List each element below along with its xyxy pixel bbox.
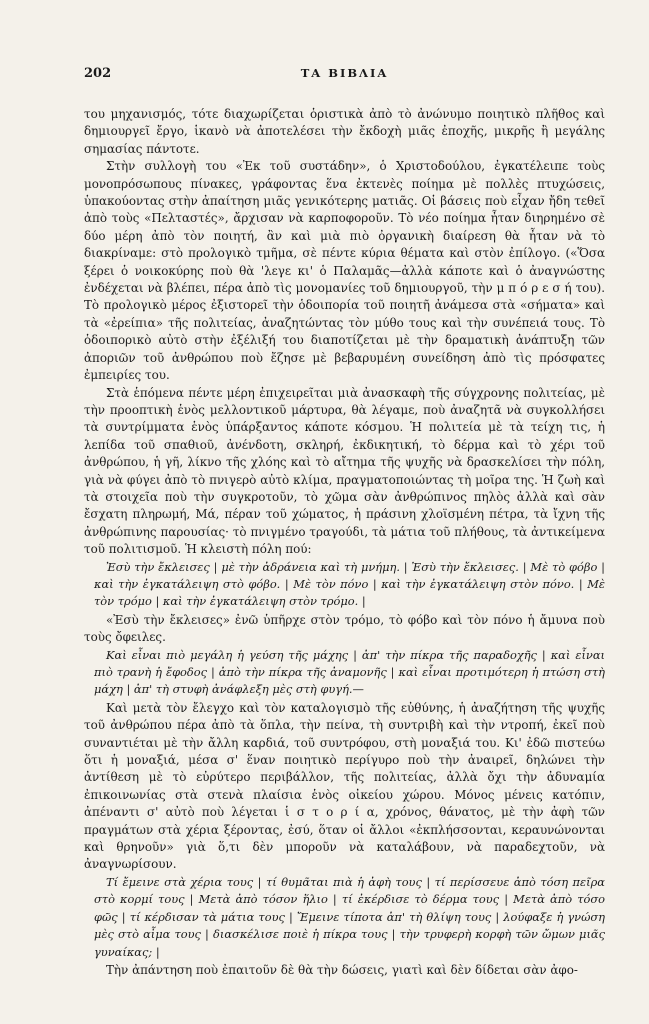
paragraph: Τὴν ἀπάντηση ποὺ ἐπαιτοῦν δὲ θὰ τὴν δώσεις, γιατὶ καὶ δὲν δίδεται σὰν ἀφο-	[106, 962, 578, 977]
paragraph: Στὰ ἑπόμενα πέντε μέρη ἐπιχειρεῖται μιὰ ἀνασκαφὴ τῆς σύγχρονης πολιτείας, μὲ τὴν προοπτικὴ ἑνὸς μελλοντικοῦ μάρτυρα, θὰ λέγαμε, ποὺ ἀναζητᾶ νὰ συγκολλήσει τὰ συντρίμματα ἑνὸς ὑπάρξαντος κάποτε κόσμου. Ἡ πολιτεία μὲ τὰ τείχη τις, ἡ λεπίδα τοῦ σπαθιοῦ, ἀνένδοτη, σκληρή, ἐκδικητική, τὸ δέρμα καὶ τὸ χέρι τοῦ ἀνθρώπου, ἡ γῆ, λίκνο τῆς χλόης καὶ τὸ αἴτημα τῆς ψυχῆς νὰ δρασκελίσει τὴν πόλη, γιὰ νὰ φύγει ἀπὸ τὸ πνιγερὸ αὐτὸ κλίμα, πραγματοποιώντας τὴ μοῖρα της. Ἡ ζωὴ καὶ τὰ στοιχεῖα ποὺ τὴν συγκροτοῦν, τὸ χῶμα σὰν ἀνθρώπινος πηλὸς ἀλλὰ καὶ σὰν ἔσχατη πληρωμή, Μά, πέραν τοῦ χώματος, ἡ πράσινη χλοϊσμένη πέτρα, τὰ ἴχνη τῆς ἀνθρώπινης παρουσίας· τὸ πνιγμένο τραγούδι, τὰ μάτια τοῦ πλήθους, τὰ ἀντικείμενα τοῦ πολιτισμοῦ. Ἡ κλειστὴ πόλη πού:	[84, 385, 605, 557]
page-number: 202	[84, 66, 112, 81]
poem-quote: Ἐσὺ τὴν ἔκλεισες | μὲ τὴν ἀδράνεια καὶ τὴ μνήμη. | Ἐσὺ τὴν ἔκλεισες. | Μὲ τὸ φόβο | καὶ τὴν ἐγκατάλειψη στὸ φόβο. | Μὲ τὸν πόνο | καὶ τὴν ἐγκατάλειψη στὸν πόνο. | Μὲ τὸν τρόμο | καὶ τὴν ἐγκατάλειψη στὸν τρόμο. |	[94, 559, 605, 609]
page-header	[84, 66, 605, 88]
paragraph: «Ἐσὺ τὴν ἔκλεισες» ἐνῶ ὑπῆρχε στὸν τρόμο, τὸ φόβο καὶ τὸν πόνο ἡ ἄμυνα ποὺ τοὺς ὄφειλες.	[84, 612, 605, 645]
poem-quote: Καὶ εἶναι πιὸ μεγάλη ἡ γεύση τῆς μάχης | ἀπ' τὴν πίκρα τῆς παραδοχῆς | καὶ εἶναι πιὸ τρανὴ ἡ ἔφοδος | ἀπὸ τὴν πίκρα τῆς ἀναμονῆς | καὶ εἶναι προτιμότερη ἡ πτώση στὴ μάχη | ἀπ' τὴ στυφὴ ἀνάφλεξη μὲς στὴ φυγή.—	[94, 647, 605, 697]
running-title: ΤΑ ΒΙΒΛΙΑ	[300, 66, 389, 80]
paragraph: Καὶ μετὰ τὸν ἔλεγχο καὶ τὸν καταλογισμὸ τῆς εὐθύνης, ἡ ἀναζήτηση τῆς ψυχῆς τοῦ ἀνθρώπου πέρα ἀπὸ τὰ ὅπλα, τὴν πείνα, τὴ συντριβὴ καὶ τὴν ντροπή, ἐκεῖ ποὺ συναντιέται μὲ τὴν ἄλλη καρδιά, τοῦ συντρόφου, στὴ μοναξιά του. Κι' ἐδῶ πιστεύω ὅτι ἡ μοναξιά, μέσα σ' ἕναν ποιητικὸ περίγυρο ποὺ τὴν ἀναιρεῖ, δηλώνει τὴν ἀντίθεση μὲ τὸ εὐρύτερο περιβάλλον, τῆς πολιτείας, ἀλλὰ ὄχι τὴν ἀδυναμία ἐπικοινωνίας στὰ στενὰ πλαίσια ἑνὸς οἰκείου χώρου. Μόνος μένεις κατόπιν, ἀπέναντι σ' αὐτὸ ποὺ λέγεται ἱ σ τ ο ρ ί α, χρόνος, θάνατος, μὲ τὴν ἀφὴ τῶν πραγμάτων στὰ χέρια ξέροντας, ἐσύ, ὅταν οἱ ἄλλοι «ἐκπλήσσονται, κεραυνώνονται καὶ θρηνοῦν» γιὰ ὅ,τι δὲν μποροῦν νὰ καταλάβουν, νὰ παραδεχτοῦν, νὰ ἀναγνωρίσουν.	[84, 700, 605, 872]
poem-quote: Τί ἔμεινε στὰ χέρια τους | τί θυμᾶται πιὰ ἡ ἀφὴ τους | τί περίσσευε ἀπὸ τόση πεῖρα στὸ κορμί τους | Μετὰ ἀπὸ τόσον ἥλιο | τί ἐκέρδισε τὸ δέρμα τους | Μετὰ ἀπὸ τόσο φῶς | τί κέρδισαν τὰ μάτια τους | Ἔμεινε τίποτα ἀπ' τὴ θλίψη τους | λούφαξε ἡ γνώση μὲς στὸ αἷμα τους | διασκέλισε ποιὲ ἡ πίκρα τους | τὴν τρυφερὴ κορφὴ τῶν ὤμων μιᾶς γυναίκας; |	[94, 874, 605, 959]
paragraph: Στὴν συλλογὴ του «Ἐκ τοῦ συστάδην», ὁ Χριστοδούλου, ἐγκατέλειπε τοὺς μονοπρόσωπους πίνακες, γράφοντας ἕνα ἐκτενὲς ποίημα μὲ πολλὲς πτυχώσεις, ὑπακούοντας στὴν ἀπαίτηση μιᾶς γενικότερης ματιᾶς. Οἱ βάσεις ποὺ εἶχαν ἤδη τεθεῖ ἀπὸ τοὺς «Πελταστές», ἄρχισαν νὰ καρποφοροῦν. Τὸ νέο ποίημα ἦταν διηρημένο σὲ δύο μέρη ἀπὸ τὸν ποιητή, ἂν καὶ μιὰ πιὸ ὀργανικὴ διαίρεση θὰ ἦταν νὰ τὸ διακρίναμε: στὸ προλογικὸ τμῆμα, σὲ πέντε κύρια θέματα καὶ στὸν ἐπίλογο. («Ὅσα ξέρει ὁ νοικοκύρης ποὺ θὰ 'λεγε κι' ὁ Παλαμᾶς—ἀλλὰ κάποτε καὶ ὁ ἀναγνώστης ἐνδέχεται νὰ βλέπει, πέρα ἀπὸ τὶς μονομανίες τοῦ δημιουργοῦ, τὴν μ π ό ρ ε σ ή του). Τὸ προλογικὸ μέρος ἐξιστορεῖ τὴν ὁδοιπορία τοῦ ποιητῆ ἀνάμεσα στὰ «σήματα» καὶ τὰ «ἐρείπια» τῆς πολιτείας, ἀναζητώντας τὸν μύθο τους καὶ τὴν συνέπειά τους. Τὸ ὁδοιπορικὸ αὐτὸ στὴν ἐξέλιξή του διαποτίζεται μὲ τὴν δραματικὴ ἀνάπτυξη τῶν ἀποριῶν τοῦ ἀνθρώπου ποὺ ἔζησε μὲ βεβαρυμένη συνείδηση ἀπὸ τὶς πρόσφατες ἐμπειρίες του.	[84, 159, 605, 383]
paragraph: του μηχανισμός, τότε διαχωρίζεται ὁριστικὰ ἀπὸ τὸ ἀνώνυμο ποιητικὸ πλῆθος καὶ δημιουργεῖ ἔργο, ἱκανὸ νὰ ἀποτελέσει τὴν ἔκδοχὴ μιᾶς ἐποχῆς, μικρῆς ἢ μεγάλης σημασίας πάντοτε.	[84, 107, 605, 156]
body-text	[84, 106, 605, 979]
